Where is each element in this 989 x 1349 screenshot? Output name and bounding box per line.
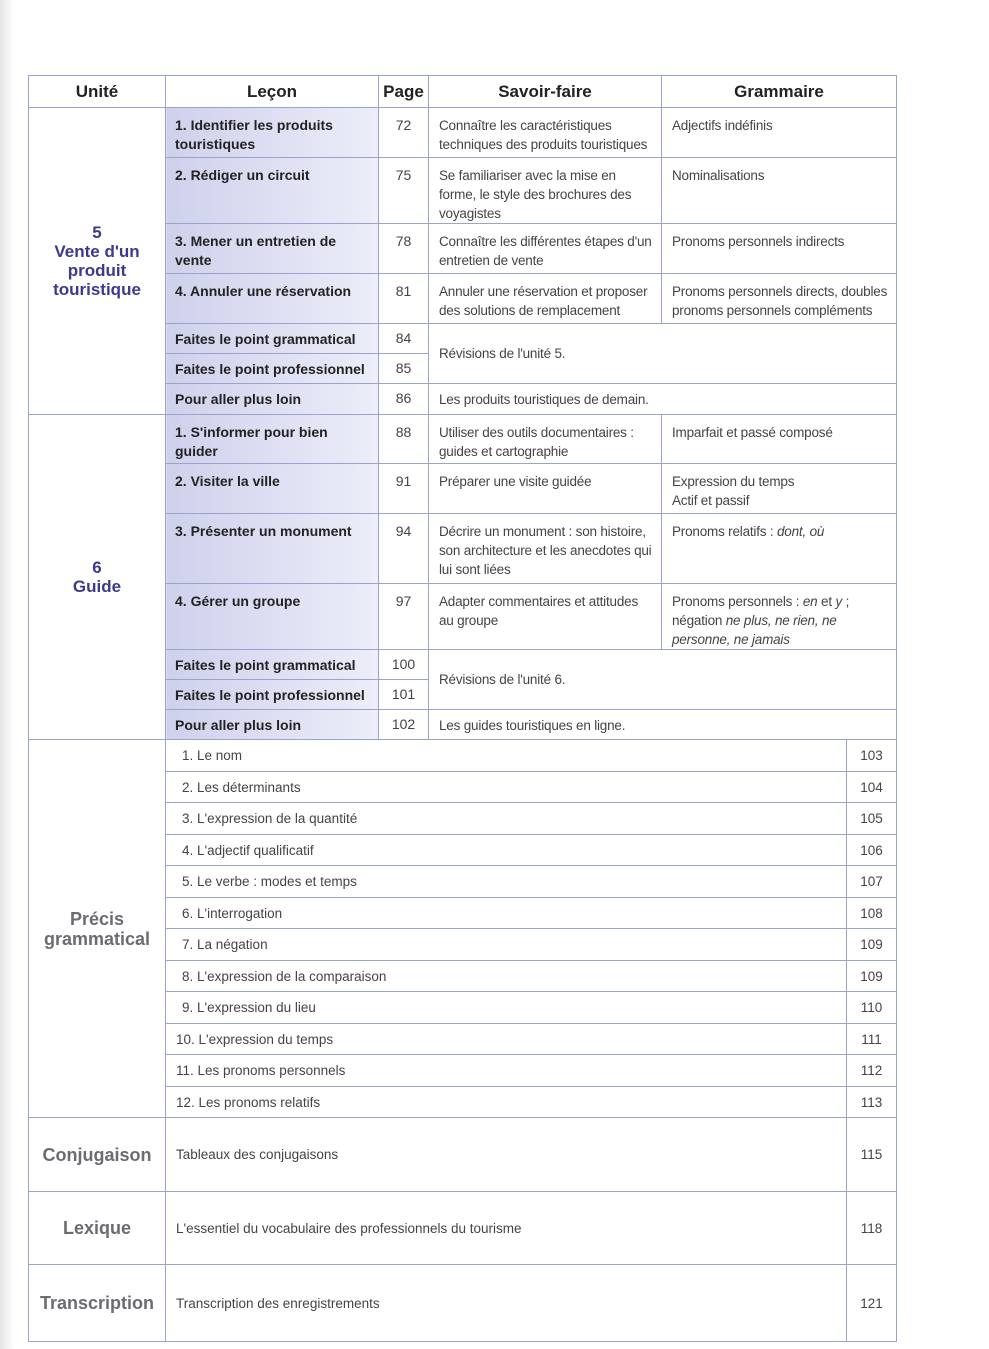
plus-loin-text: Les produits touristiques de demain. xyxy=(429,384,897,415)
lesson-title[interactable]: 3. Présenter un monument xyxy=(166,514,379,584)
precis-item-label[interactable]: 3. L'expression de la quantité xyxy=(166,803,847,835)
lexique-text[interactable]: L'essentiel du vocabulaire des professionnels du tourisme xyxy=(166,1192,847,1265)
precis-item-page: 106 xyxy=(847,835,897,866)
grammaire xyxy=(662,464,897,514)
lesson-page: 81 xyxy=(379,274,429,324)
savoir-faire: Décrire un monument : son histoire, son architecture et les anecdotes qui lui sont liées xyxy=(429,514,662,584)
precis-item-page: 104 xyxy=(847,772,897,803)
savoir-faire: Utiliser des outils documentaires : guides et cartographie xyxy=(429,415,662,464)
table-row xyxy=(29,108,897,158)
table-of-contents xyxy=(28,75,897,1342)
precis-item-page: 113 xyxy=(847,1087,897,1118)
grammaire: Imparfait et passé composé xyxy=(662,415,897,464)
precis-item-page: 109 xyxy=(847,929,897,961)
page-edge-shadow xyxy=(0,0,14,1349)
revisions-text: Révisions de l'unité 5. xyxy=(429,324,897,384)
savoir-faire: Connaître les différentes étapes d'un entretien de vente xyxy=(429,224,662,274)
precis-item-label[interactable]: 7. La négation xyxy=(166,929,847,961)
transcription-text[interactable]: Transcription des enregistrements xyxy=(166,1265,847,1342)
savoir-faire: Adapter commentaires et attitudes au groupe xyxy=(429,584,662,650)
grammaire-line: Actif et passif xyxy=(672,493,750,508)
section-row-conjugaison xyxy=(29,1118,897,1192)
precis-item-label[interactable]: 10. L'expression du temps xyxy=(166,1024,847,1055)
lesson-title[interactable]: 2. Visiter la ville xyxy=(166,464,379,514)
table-row xyxy=(29,415,897,464)
lesson-page: 75 xyxy=(379,158,429,224)
grammaire-italic: ne plus, ne rien, ne personne, ne jamais xyxy=(672,613,837,647)
precis-grammatical-title: Précis grammatical xyxy=(29,740,166,1118)
grammaire-text: Pronoms relatifs : xyxy=(672,524,777,539)
grammaire-italic: dont, où xyxy=(777,524,825,539)
header-row xyxy=(29,76,897,108)
section-row-transcription xyxy=(29,1265,897,1342)
precis-item-page: 108 xyxy=(847,898,897,929)
transcription-page: 121 xyxy=(847,1265,897,1342)
header-page: Page xyxy=(379,76,429,108)
header-lesson: Leçon xyxy=(166,76,379,108)
unit-5-title: Vente d'un produit touristique xyxy=(53,242,141,299)
list-item xyxy=(29,740,897,772)
grammaire: Nominalisations xyxy=(662,158,897,224)
precis-item-page: 109 xyxy=(847,961,897,992)
grammaire-italic: en xyxy=(802,594,818,609)
header-savoir-faire: Savoir-faire xyxy=(429,76,662,108)
unit-6-title: Guide xyxy=(72,577,122,596)
unit-6-number: 6 xyxy=(92,558,102,577)
savoir-faire: Connaître les caractéristiques techniques des produits touristiques xyxy=(429,108,662,158)
precis-item-page: 110 xyxy=(847,992,897,1024)
precis-item-page: 107 xyxy=(847,866,897,898)
plus-loin-text: Les guides touristiques en ligne. xyxy=(429,710,897,740)
precis-item-label[interactable]: 4. L'adjectif qualificatif xyxy=(166,835,847,866)
grammaire-text: Pronoms personnels : xyxy=(672,594,803,609)
section-row-lexique xyxy=(29,1192,897,1265)
unit-5-cell xyxy=(29,108,166,415)
lesson-title[interactable]: 1. Identifier les produits touristiques xyxy=(166,108,379,158)
lesson-title[interactable]: Pour aller plus loin xyxy=(166,384,379,415)
lesson-title[interactable]: Faites le point professionnel xyxy=(166,354,379,384)
lesson-page: 102 xyxy=(379,710,429,740)
savoir-faire: Préparer une visite guidée xyxy=(429,464,662,514)
lesson-title[interactable]: 1. S'informer pour bien guider xyxy=(166,415,379,464)
precis-item-page: 112 xyxy=(847,1055,897,1087)
lesson-page: 91 xyxy=(379,464,429,514)
grammaire-italic: y xyxy=(835,594,843,609)
precis-item-label[interactable]: 9. L'expression du lieu xyxy=(166,992,847,1024)
lexique-title: Lexique xyxy=(29,1192,166,1265)
lesson-page: 86 xyxy=(379,384,429,415)
savoir-faire: Se familiariser avec la mise en forme, le style des brochures des voyagistes xyxy=(429,158,662,224)
conjugaison-text[interactable]: Tableaux des conjugaisons xyxy=(166,1118,847,1192)
precis-item-label[interactable]: 1. Le nom xyxy=(166,740,847,772)
lesson-title[interactable]: Faites le point grammatical xyxy=(166,324,379,354)
lesson-page: 94 xyxy=(379,514,429,584)
lesson-page: 78 xyxy=(379,224,429,274)
lesson-page: 85 xyxy=(379,354,429,384)
revisions-text: Révisions de l'unité 6. xyxy=(429,650,897,710)
unit-5-number: 5 xyxy=(92,223,102,242)
conjugaison-title: Conjugaison xyxy=(29,1118,166,1192)
grammaire-text: ; négation xyxy=(672,594,850,628)
precis-item-page: 105 xyxy=(847,803,897,835)
grammaire: Pronoms personnels indirects xyxy=(662,224,897,274)
grammaire xyxy=(662,514,897,584)
precis-item-label[interactable]: 2. Les déterminants xyxy=(166,772,847,803)
precis-item-label[interactable]: 11. Les pronoms personnels xyxy=(166,1055,847,1087)
lesson-title[interactable]: 2. Rédiger un circuit xyxy=(166,158,379,224)
lesson-title[interactable]: 3. Mener un entretien de vente xyxy=(166,224,379,274)
lesson-title[interactable]: 4. Gérer un groupe xyxy=(166,584,379,650)
grammaire-text: et xyxy=(817,594,836,609)
lesson-title[interactable]: Pour aller plus loin xyxy=(166,710,379,740)
grammaire: Pronoms personnels directs, doubles pronoms personnels compléments xyxy=(662,274,897,324)
savoir-faire: Annuler une réservation et proposer des solutions de remplacement xyxy=(429,274,662,324)
grammaire-line: Expression du temps xyxy=(672,474,795,489)
precis-item-page: 103 xyxy=(847,740,897,772)
lesson-page: 84 xyxy=(379,324,429,354)
conjugaison-page: 115 xyxy=(847,1118,897,1192)
lesson-page: 72 xyxy=(379,108,429,158)
lexique-page: 118 xyxy=(847,1192,897,1265)
grammaire: Adjectifs indéfinis xyxy=(662,108,897,158)
unit-6-cell xyxy=(29,415,166,740)
header-grammaire: Grammaire xyxy=(662,76,897,108)
grammaire xyxy=(662,584,897,650)
precis-item-label[interactable]: 8. L'expression de la comparaison xyxy=(166,961,847,992)
transcription-title: Transcription xyxy=(29,1265,166,1342)
precis-item-label[interactable]: 6. L'interrogation xyxy=(166,898,847,929)
precis-item-page: 111 xyxy=(847,1024,897,1055)
precis-item-label[interactable]: 5. Le verbe : modes et temps xyxy=(166,866,847,898)
lesson-page: 101 xyxy=(379,680,429,710)
lesson-page: 97 xyxy=(379,584,429,650)
lesson-page: 88 xyxy=(379,415,429,464)
lesson-title[interactable]: 4. Annuler une réservation xyxy=(166,274,379,324)
lesson-title[interactable]: Faites le point grammatical xyxy=(166,650,379,680)
precis-item-label[interactable]: 12. Les pronoms relatifs xyxy=(166,1087,847,1118)
lesson-page: 100 xyxy=(379,650,429,680)
header-unit: Unité xyxy=(29,76,166,108)
lesson-title[interactable]: Faites le point professionnel xyxy=(166,680,379,710)
